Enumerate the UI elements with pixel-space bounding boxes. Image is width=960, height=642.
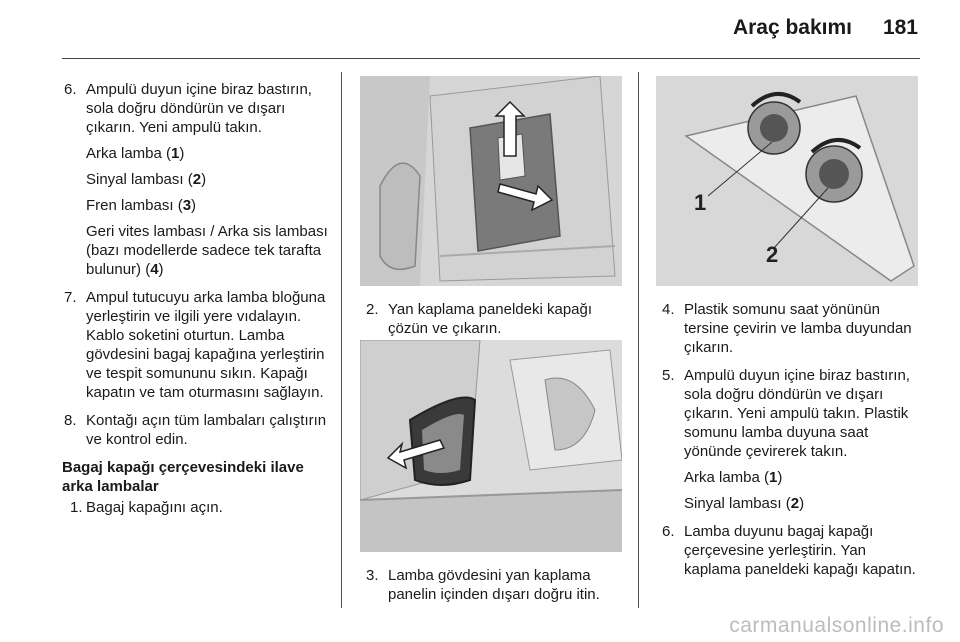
trim-panel-illustration (360, 76, 622, 286)
step-number: 1. (70, 499, 83, 516)
bulb-item: Sinyal lambası (2) (86, 171, 207, 188)
step-number: 6. (662, 523, 675, 540)
step-4 (660, 300, 924, 357)
step-text: Ampulü duyun içine biraz bastırın, sola doğru döndürün ve dışarı çıkarın. Yeni ampulü takın. Plastik somunu lamba duyuna saat yönünde çevirerek takın. (684, 367, 910, 460)
step-number: 6. (64, 81, 77, 98)
bulb-list (86, 144, 330, 279)
step-number: 3. (366, 567, 379, 584)
page-number: 181 (882, 16, 918, 39)
step-7 (62, 288, 330, 402)
step-number: 8. (64, 412, 77, 429)
column-1 (62, 80, 330, 526)
step-text: Bagaj kapağını açın. (86, 499, 223, 516)
bulb-item: Arka lamba (1) (684, 469, 783, 486)
step-5 (660, 366, 924, 513)
bulb-holder-illustration (656, 76, 918, 286)
lamp-housing-illustration (360, 340, 622, 552)
figure-bulb-holders (656, 76, 918, 286)
step-number: 4. (662, 301, 675, 318)
step-text: Yan kaplama paneldeki kapağı çözün ve çıkarın. (388, 301, 593, 337)
label-1: 1 (694, 190, 707, 215)
step-8 (62, 411, 330, 449)
caption-step-3 (364, 566, 626, 604)
step-text: Lamba gövdesini yan kaplama panelin içinden dışarı doğru itin. (388, 567, 600, 603)
bulb-item: Fren lambası (3) (86, 197, 197, 214)
step-text: Ampulü duyun içine biraz bastırın, sola doğru döndürün ve dışarı çıkarın. Yeni ampulü takın. (86, 81, 312, 136)
bulb-item: Geri vites lambası / Arka sis lambası (bazı modellerde sadece tek tarafta bulunur) (4) (86, 223, 328, 278)
step-text: Ampul tutucuyu arka lamba bloğuna yerleştirin ve ilgili yere vıdalayın. Kablo soketini oturtun. Lamba gövdesini bagaj kapağına yerleştirin ve tespit somununu sıkın. Kapağı kapatın ve tam oturmasını sağlayın. (86, 289, 326, 401)
step-text: Lamba duyunu bagaj kapağı çerçevesine yerleştirin. Yan kaplama paneldeki kapağı kapatın. (684, 523, 916, 578)
step-6 (62, 80, 330, 279)
bulb-item: Sinyal lambası (2) (684, 495, 805, 512)
step-number: 5. (662, 367, 675, 384)
header-divider (62, 58, 920, 59)
column-divider-2 (638, 72, 639, 608)
column-divider-1 (341, 72, 342, 608)
step-text: Plastik somunu saat yönünün tersine çevirin ve lamba duyundan çıkarın. (684, 301, 912, 356)
step-number: 2. (366, 301, 379, 318)
section-heading: Bagaj kapağı çerçevesindeki ilave arka lambalar (62, 459, 304, 495)
label-2: 2 (766, 242, 779, 267)
step-number: 7. (64, 289, 77, 306)
step-1 (62, 498, 330, 517)
running-header-title: Araç bakımı (732, 16, 852, 39)
watermark: carmanualsonline.info (729, 614, 944, 637)
caption-step-2 (364, 300, 626, 338)
figure-side-trim-cover (360, 76, 622, 286)
bulb-item: Arka lamba (1) (86, 145, 185, 162)
bulb-list (684, 468, 924, 513)
step-6 (660, 522, 924, 579)
figure-push-lamp-out (360, 340, 622, 552)
step-text: Kontağı açın tüm lambaları çalıştırın ve kontrol edin. (86, 412, 327, 448)
column-3-text (660, 300, 924, 588)
